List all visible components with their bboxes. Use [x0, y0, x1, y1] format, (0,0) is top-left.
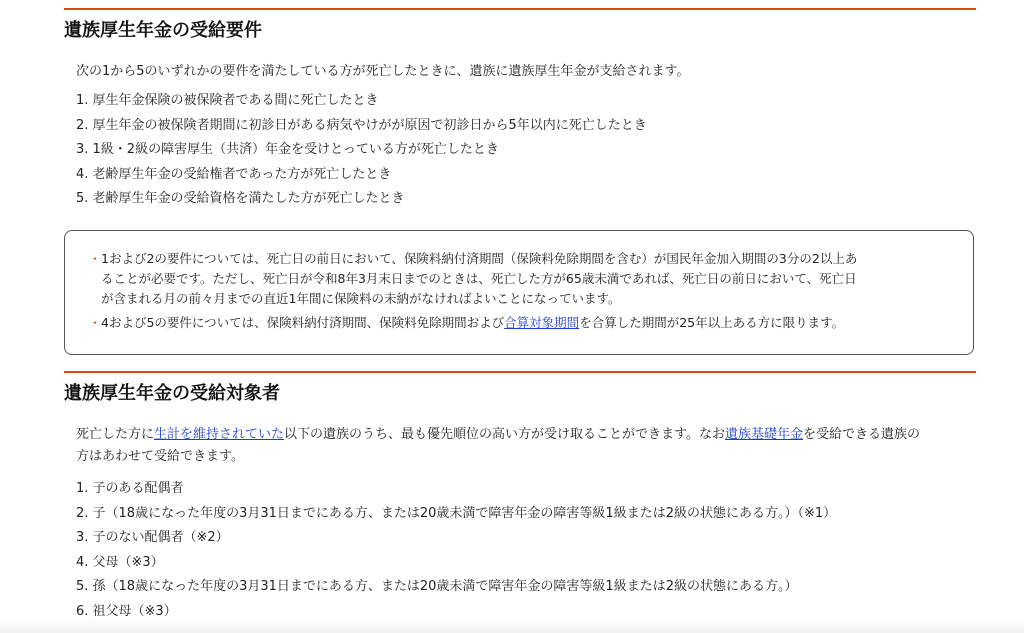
section2-heading: 遺族厚生年金の受給対象者	[64, 383, 280, 404]
section1-intro: 次の1から5のいずれかの要件を満たしている方が死亡したときに、遺族に遺族厚生年金が支給されます。	[76, 64, 690, 79]
section1-heading: 遺族厚生年金の受給要件	[64, 20, 262, 41]
bullet-icon: ・	[89, 252, 102, 266]
note1-line3: が含まれる月の前々月までの直近1年間に保険料の未納がなければよいことになっています。	[101, 291, 621, 306]
list-item: 3. 子のない配偶者（※2）	[76, 530, 229, 545]
list-item: 2. 子（18歳になった年度の3月31日までにある方、または20歳未満で障害年金の障害等級1級または2級の状態にある方。）（※1）	[76, 505, 837, 521]
list-item: 2. 厚生年金の被保険者期間に初診日がある病気やけがが原因で初診日から5年以内に死亡したとき	[76, 117, 647, 133]
note2-text-before: 4および5の要件については、保険料納付済期間、保険料免除期間および	[101, 315, 505, 330]
list-item: 5. 老齢厚生年金の受給資格を満たした方が死亡したとき	[76, 191, 405, 206]
note1-line1: 1および2の要件については、死亡日の前日において、保険料納付済期間（保険料免除期間を含む）が国民年金加入期間の3分の2以上あ	[101, 251, 858, 266]
list-item: 3. 1級・2級の障害厚生（共済）年金を受けとっている方が死亡したとき	[76, 142, 499, 157]
section2-intro	[76, 424, 976, 468]
section-divider-rule	[64, 371, 976, 373]
note2-text-after: を合算した期間が25年以上ある方に限ります。	[579, 315, 845, 330]
intro-text-c: を受給できる遺族の	[803, 427, 921, 442]
list-item: 4. 老齢厚生年金の受給権者であった方が死亡したとき	[76, 166, 392, 182]
note1-line2: ることが必要です。ただし、死亡日が令和8年3月末日までのときは、死亡した方が65歳未満であれば、死亡日の前日において、死亡日	[101, 271, 857, 286]
link-izoku-kiso-nenkin[interactable]: 遺族基礎年金	[725, 427, 804, 442]
intro-text-a: 死亡した方に	[76, 427, 155, 442]
section2-beneficiaries-list	[76, 477, 988, 624]
link-seikei-iji[interactable]: 生計を維持されていた	[154, 427, 285, 442]
link-gassan-taisho-kikan[interactable]: 合算対象期間	[504, 315, 580, 330]
list-item: 1. 厚生年金保険の被保険者である間に死亡したとき	[76, 93, 379, 108]
list-item: 6. 祖父母（※3）	[76, 603, 177, 619]
note-item	[89, 313, 949, 333]
list-item: 4. 父母（※3）	[76, 554, 164, 570]
notes-box	[64, 230, 974, 355]
intro-line2: 方はあわせて受給できます。	[76, 449, 244, 464]
list-item: 5. 孫（18歳になった年度の3月31日までにある方、または20歳未満で障害年金の障害等級1級または2級の状態にある方。）	[76, 579, 798, 594]
intro-text-b: 以下の遺族のうち、最も優先順位の高い方が受け取ることができます。なお	[284, 427, 725, 442]
section1-requirements-list	[76, 89, 988, 212]
note-item	[89, 249, 949, 309]
notes-list	[89, 249, 949, 333]
bullet-icon: ・	[89, 316, 102, 330]
bottom-fade	[0, 619, 1024, 633]
section-top-rule	[64, 8, 976, 10]
list-item: 1. 子のある配偶者	[76, 481, 184, 496]
